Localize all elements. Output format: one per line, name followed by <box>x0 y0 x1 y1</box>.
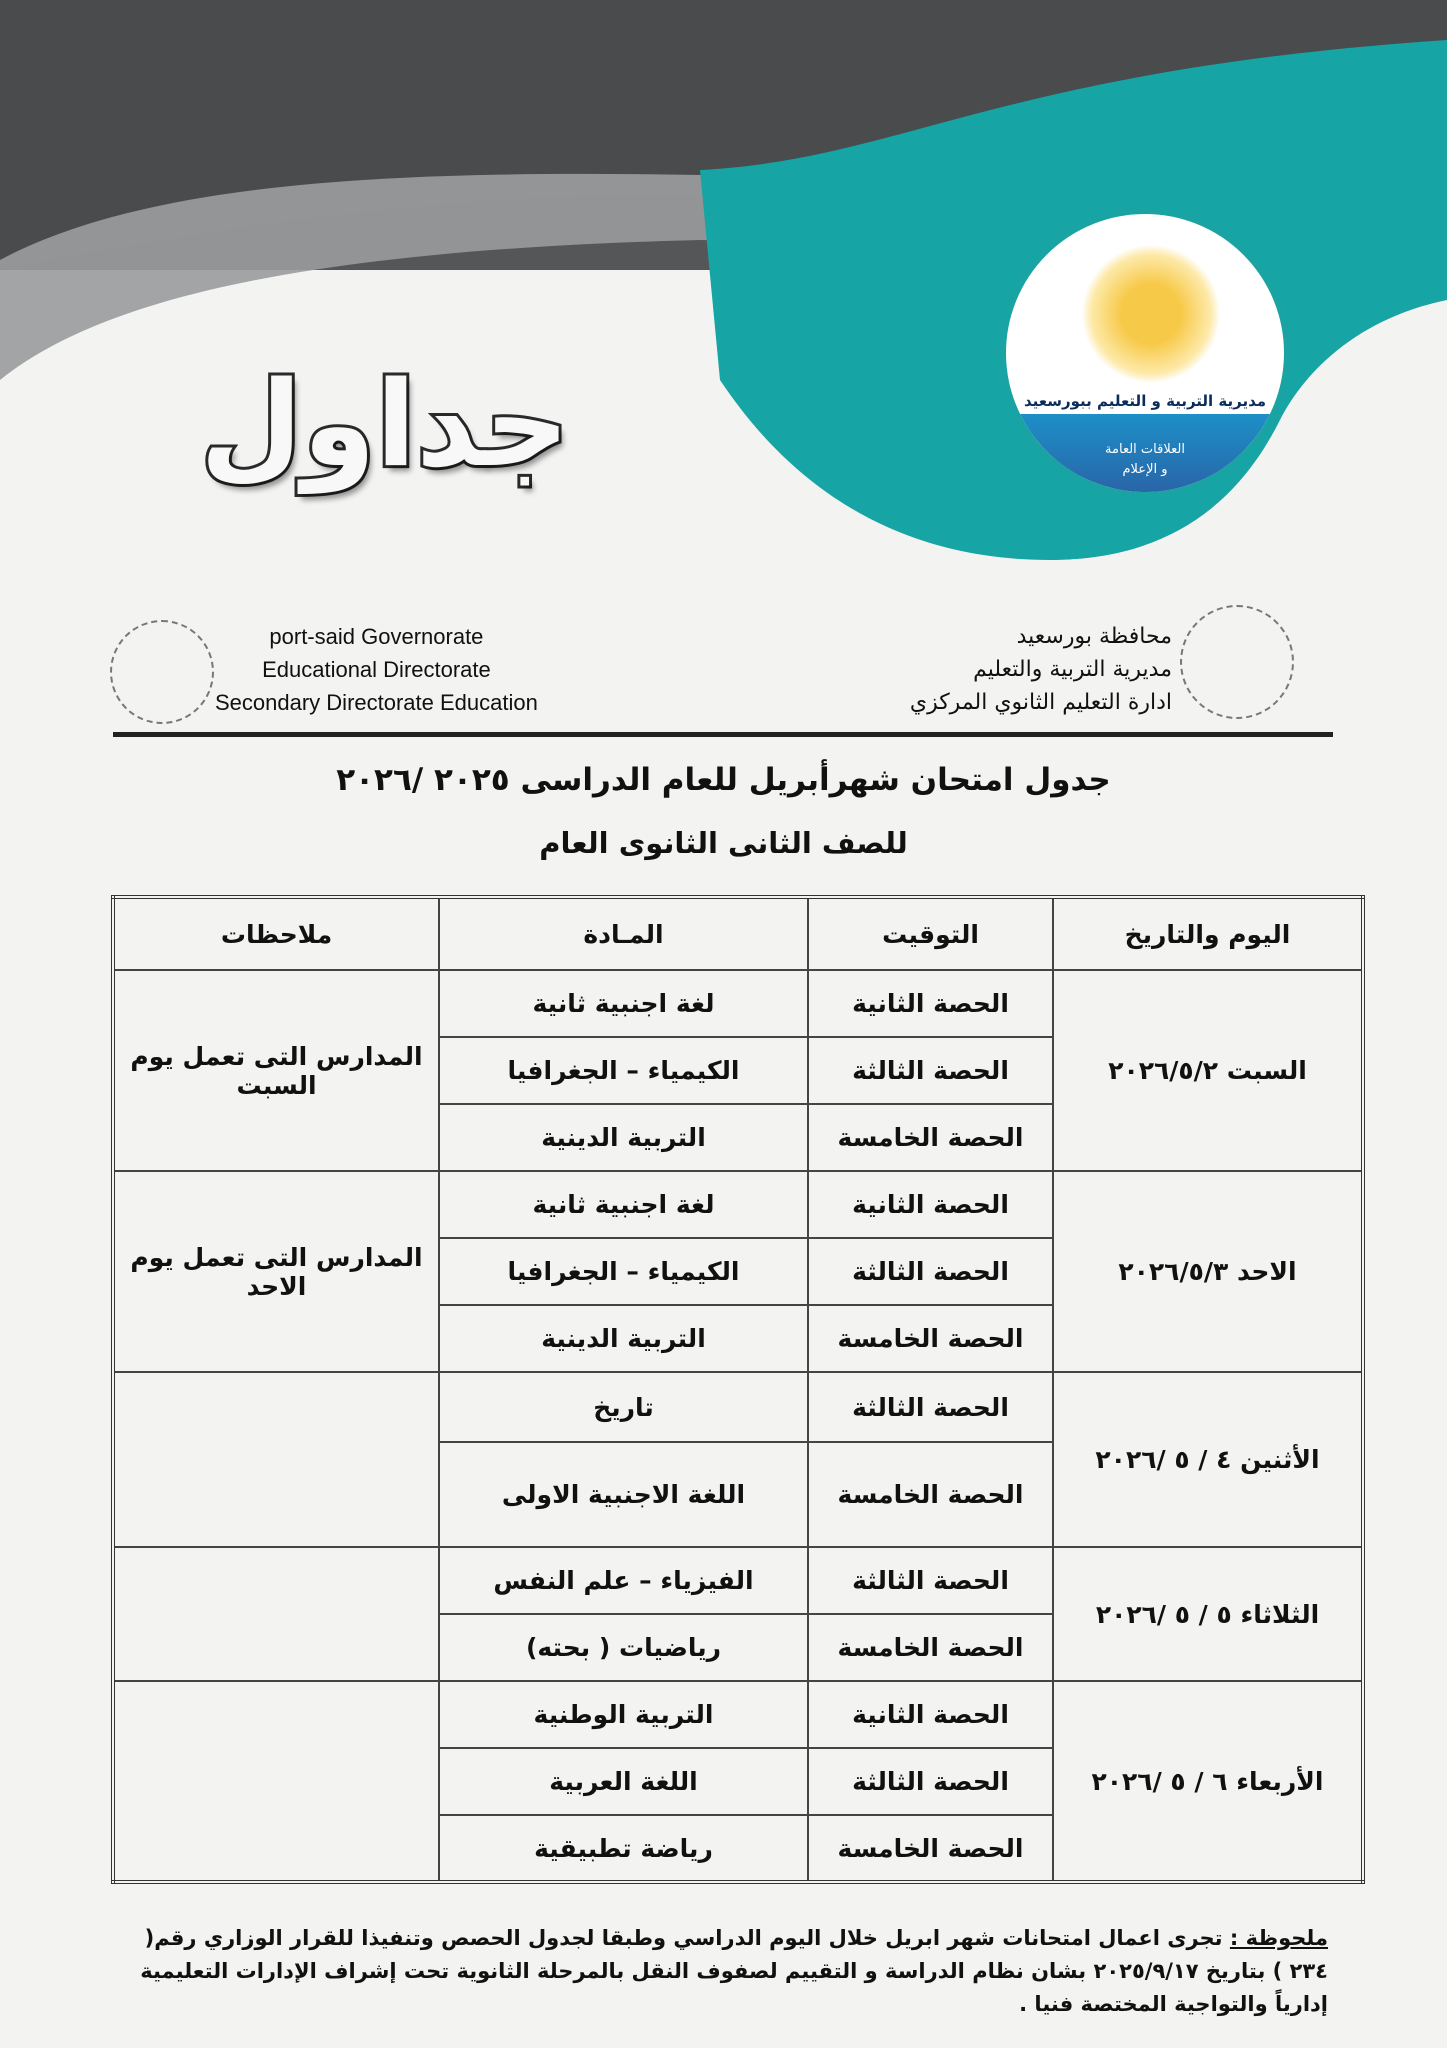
time-cell: الحصة الثانية <box>808 970 1053 1037</box>
subject-cell: التربية الوطنية <box>439 1681 808 1748</box>
time-cell: الحصة الثالثة <box>808 1547 1053 1614</box>
table-row <box>113 1372 1363 1442</box>
subject-cell: التربية الدينية <box>439 1305 808 1372</box>
letterhead-ar-line: مديرية التربية والتعليم <box>973 657 1172 682</box>
subject-cell: تاريخ <box>439 1372 808 1442</box>
letterhead-en-line: Educational Directorate <box>262 657 491 682</box>
letterhead-en-line: port-said Governorate <box>269 624 484 649</box>
time-cell: الحصة الخامسة <box>808 1442 1053 1547</box>
day-date-cell: الثلاثاء ٥ / ٥ /٢٠٢٦ <box>1053 1547 1363 1681</box>
time-cell: الحصة الخامسة <box>808 1815 1053 1882</box>
letterhead-ar-line: محافظة بورسعيد <box>1016 624 1172 649</box>
subject-cell: اللغة الاجنبية الاولى <box>439 1442 808 1547</box>
letterhead-ar <box>910 620 1172 719</box>
time-cell: الحصة الخامسة <box>808 1104 1053 1171</box>
col-day: اليوم والتاريخ <box>1053 897 1363 970</box>
subject-cell: لغة اجنبية ثانية <box>439 1171 808 1238</box>
time-cell: الحصة الثالثة <box>808 1372 1053 1442</box>
time-cell: الحصة الثانية <box>808 1681 1053 1748</box>
logo-name: مديرية التربية و التعليم ببورسعيد <box>1023 392 1267 410</box>
subject-cell: التربية الدينية <box>439 1104 808 1171</box>
logo-sub2: و الإعلام <box>1122 462 1168 477</box>
table-row <box>113 1171 1363 1238</box>
table-row <box>113 970 1363 1037</box>
letterhead-en <box>215 620 538 719</box>
notes-cell: المدارس التى تعمل يوم السبت <box>113 970 439 1171</box>
time-cell: الحصة الثالثة <box>808 1748 1053 1815</box>
sun-icon <box>1081 244 1221 384</box>
col-notes: ملاحظات <box>113 897 439 970</box>
time-cell: الحصة الخامسة <box>808 1614 1053 1681</box>
time-cell: الحصة الثالثة <box>808 1037 1053 1104</box>
letterhead-en-line: Secondary Directorate Education <box>215 690 538 715</box>
time-cell: الحصة الثانية <box>808 1171 1053 1238</box>
subject-cell: لغة اجنبية ثانية <box>439 970 808 1037</box>
notes-cell: المدارس التى تعمل يوم الاحد <box>113 1171 439 1372</box>
footnote <box>118 1922 1328 2021</box>
note-label: ملحوظة : <box>1229 1926 1328 1950</box>
day-date-cell: السبت ٢٠٢٦/٥/٢ <box>1053 970 1363 1171</box>
subject-cell: الفيزياء – علم النفس <box>439 1547 808 1614</box>
time-cell: الحصة الخامسة <box>808 1305 1053 1372</box>
subject-cell: اللغة العربية <box>439 1748 808 1815</box>
day-date-cell: الاحد ٢٠٢٦/٥/٣ <box>1053 1171 1363 1372</box>
subject-cell: الكيمياء – الجغرافيا <box>439 1037 808 1104</box>
logo-sub <box>1006 440 1284 480</box>
directorate-logo <box>1000 208 1290 498</box>
banner-title: جداول <box>200 355 570 493</box>
doc-subtitle: للصف الثانى الثانوى العام <box>539 826 908 860</box>
subject-cell: رياضيات ( بحته) <box>439 1614 808 1681</box>
note-text: تجرى اعمال امتحانات شهر ابريل خلال اليوم الدراسي وطبقا لجدول الحصص وتنفيذا للقرار الوزاري رقم( ٢٣٤ ) بتاريخ ٢٠٢٥/٩/١٧ بشان نظام الدراسة و التقييم لصفوف النقل بالمرحلة الثانوية تحت إشراف الإدارات التعليمية إدارياً والتواجية المختصة فنيا . <box>140 1926 1328 2016</box>
doc-title: جدول امتحان شهرأبريل للعام الدراسى ٢٠٢٥ /٢٠٢٦ <box>336 762 1111 798</box>
letterhead-ar-line: ادارة التعليم الثانوي المركزي <box>909 690 1172 715</box>
subject-cell: الكيمياء – الجغرافيا <box>439 1238 808 1305</box>
exam-schedule-table <box>111 895 1365 1884</box>
subject-cell: رياضة تطبيقية <box>439 1815 808 1882</box>
table-row <box>113 1681 1363 1748</box>
col-subject: المـادة <box>439 897 808 970</box>
time-cell: الحصة الثالثة <box>808 1238 1053 1305</box>
right-seal-icon <box>1180 605 1294 719</box>
table-row <box>113 1547 1363 1614</box>
notes-cell <box>113 1681 439 1882</box>
divider <box>113 732 1333 737</box>
notes-cell <box>113 1372 439 1547</box>
left-seal-icon <box>110 620 214 724</box>
day-date-cell: الأربعاء ٦ / ٥ /٢٠٢٦ <box>1053 1681 1363 1882</box>
notes-cell <box>113 1547 439 1681</box>
day-date-cell: الأثنين ٤ / ٥ /٢٠٢٦ <box>1053 1372 1363 1547</box>
col-time: التوقيت <box>808 897 1053 970</box>
logo-sub1: العلاقات العامة <box>1105 442 1185 457</box>
